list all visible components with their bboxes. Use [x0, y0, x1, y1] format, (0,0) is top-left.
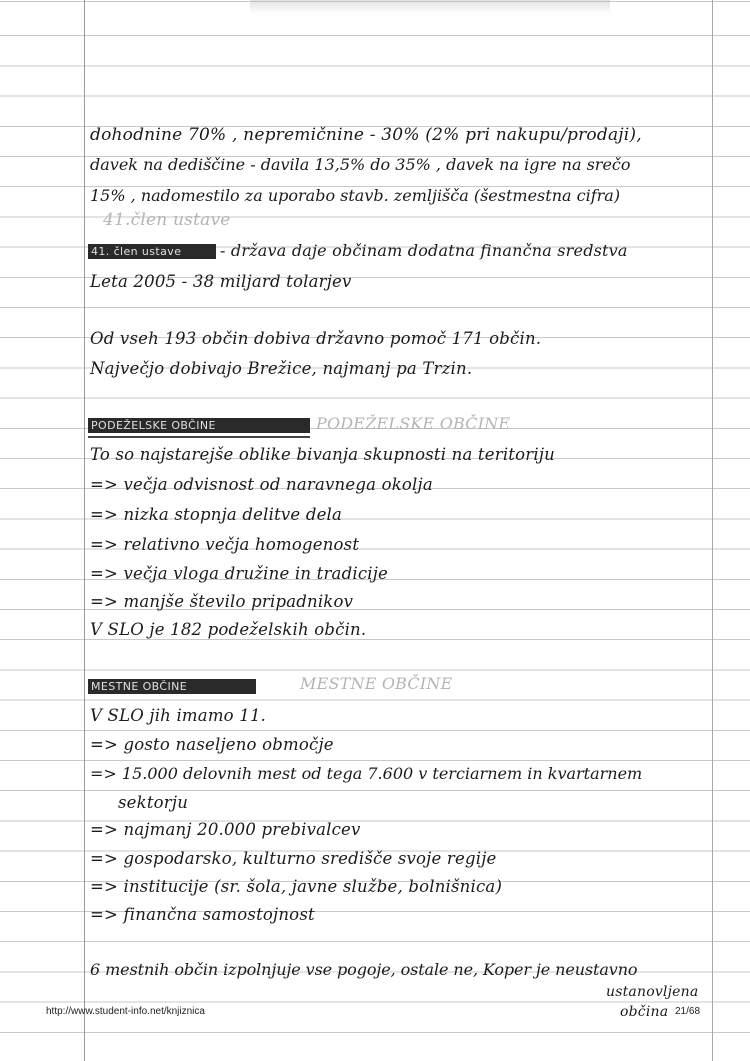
text-line: => večja vloga družine in tradicije — [90, 564, 389, 583]
page-number: 21/68 — [675, 1006, 701, 1017]
text-line: => najmanj 20.000 prebivalcev — [90, 820, 361, 839]
text-line: 6 mestnih občin izpolnjuje vse pogoje, ostale ne, Koper je neustavno — [90, 960, 638, 979]
text-line: => gospodarsko, kulturno središče svoje regije — [90, 849, 497, 868]
text-line: => nizka stopnja delitve dela — [90, 505, 343, 524]
scan-smudge — [250, 0, 610, 14]
text-line: davek na dediščine - davila 13,5% do 35% , davek na igre na srečo — [90, 155, 631, 174]
text-line: Leta 2005 - 38 miljard tolarjev — [90, 272, 352, 291]
text-line: V SLO je 182 podeželskih občin. — [90, 620, 367, 639]
text-line: => gosto naseljeno območje — [90, 735, 334, 754]
struck-heading: MESTNE OBČINE — [88, 679, 256, 694]
struck-heading: 41. člen ustave — [88, 244, 216, 259]
margin-line — [84, 0, 85, 1061]
text-line: Največjo dobivajo Brežice, najmanj pa Trzin. — [90, 359, 473, 378]
text-line: => manjše število pripadnikov — [90, 592, 354, 611]
text-line: => 15.000 delovnih mest od tega 7.600 v terciarnem in kvartarnem — [90, 764, 643, 783]
heading-ghost: PODEŽELSKE OBČINE — [316, 414, 511, 433]
heading-underline — [88, 436, 310, 438]
text-line: To so najstarejše oblike bivanja skupnosti na teritoriju — [90, 445, 555, 464]
text-line: => institucije (sr. šola, javne službe, bolnišnica) — [90, 877, 503, 896]
text-line: sektorju — [118, 793, 189, 812]
text-line: ustanovljena — [606, 984, 699, 1000]
text-line: => relativno večja homogenost — [90, 535, 360, 554]
footer-url: http://www.student-info.net/knjiznica — [46, 1006, 205, 1017]
text-line: Od vseh 193 občin dobiva državno pomoč 171 občin. — [90, 329, 542, 348]
text-line: dohodnine 70% , nepremičnine - 30% (2% pri nakupu/prodaji), — [90, 125, 642, 145]
right-margin-line — [712, 0, 713, 1061]
text-line: 15% , nadomestilo za uporabo stavb. zemljišča (šestmestna cifra) — [90, 186, 621, 205]
text-line: občina — [620, 1004, 669, 1020]
text-line: => večja odvisnost od naravnega okolja — [90, 475, 433, 494]
struck-heading: PODEŽELSKE OBČINE — [88, 418, 310, 433]
text-line: V SLO jih imamo 11. — [90, 706, 267, 725]
heading-ghost: 41.člen ustave — [103, 210, 231, 230]
text-line: - država daje občinam dodatna finančna sredstva — [220, 241, 628, 260]
heading-ghost: MESTNE OBČINE — [300, 674, 453, 693]
text-line: => finančna samostojnost — [90, 905, 315, 924]
